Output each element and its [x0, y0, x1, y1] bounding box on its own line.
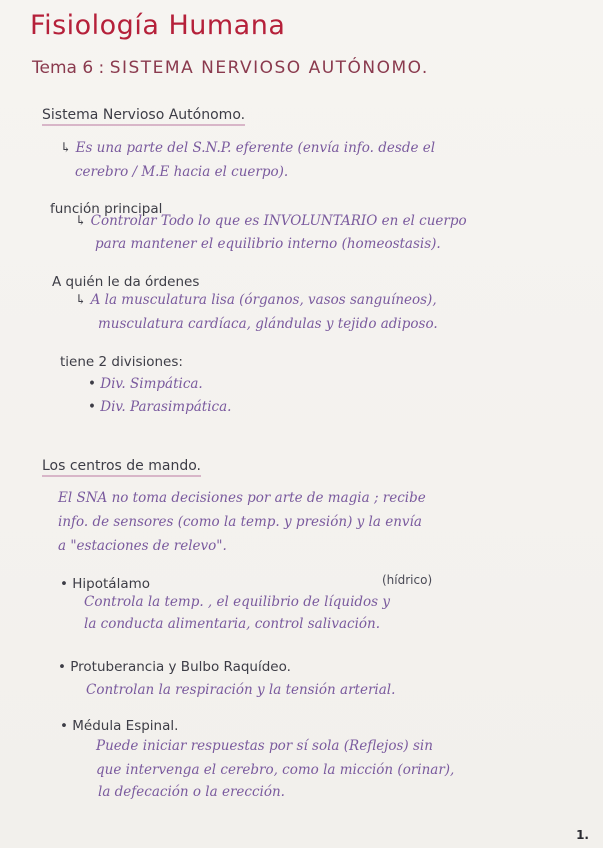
center-line: que intervenga el cerebro, como la micción (orinar),	[96, 762, 455, 778]
annotation-hidrico: (hídrico)	[382, 573, 433, 587]
center-line: la defecación o la erección.	[98, 784, 285, 800]
division-item: • Div. Parasimpática.	[88, 399, 232, 415]
section-heading-sna: Sistema Nervioso Autónomo.	[42, 107, 245, 126]
orders-line-1: ↳ A la musculatura lisa (órganos, vasos sanguíneos),	[75, 292, 437, 308]
function-line-1: ↳ Controlar Todo lo que es INVOLUNTARIO en el cuerpo	[75, 213, 467, 229]
section-heading-centros: Los centros de mando.	[42, 458, 201, 477]
divisions-label: tiene 2 divisiones:	[60, 354, 183, 370]
arrow-icon: ↳	[75, 213, 87, 229]
orders-line-2: musculatura cardíaca, glándulas y tejido adiposo.	[98, 316, 438, 332]
bullet-icon: •	[60, 576, 68, 592]
intro-line-3: a "estaciones de relevo".	[58, 538, 227, 554]
bullet-icon: •	[88, 399, 96, 415]
intro-line-1: El SNA no toma decisiones por arte de magia ; recibe	[58, 490, 426, 506]
center-line: Puede iniciar respuestas por sí sola (Reflejos) sin	[96, 738, 433, 754]
bullet-icon: •	[88, 376, 96, 392]
bullet-icon: •	[60, 718, 68, 734]
function-line-2: para mantener el equilibrio interno (homeostasis).	[95, 236, 441, 252]
orders-label: A quién le da órdenes	[52, 274, 200, 290]
lesson-topic: SISTEMA NERVIOSO AUTÓNOMO.	[109, 58, 429, 78]
center-line: Controla la temp. , el equilibrio de líquidos y	[84, 594, 391, 610]
function-label: función principal	[50, 201, 163, 217]
page-number: 1.	[576, 828, 589, 842]
lesson-number: Tema 6 :	[32, 58, 105, 78]
definition-line-1: ↳ Es una parte del S.N.P. eferente (envía info. desde el	[60, 140, 436, 156]
center-line: Controlan la respiración y la tensión arterial.	[86, 682, 396, 698]
center-title-medula: • Médula Espinal.	[60, 718, 179, 734]
bullet-icon: •	[58, 659, 66, 675]
center-title-protuberancia: • Protuberancia y Bulbo Raquídeo.	[58, 659, 291, 675]
definition-line-2: cerebro / M.E hacia el cuerpo).	[75, 164, 289, 180]
center-line: la conducta alimentaria, control salivación.	[84, 616, 381, 632]
arrow-icon: ↳	[75, 292, 87, 308]
center-title-hipotalamo: • Hipotálamo	[60, 576, 150, 592]
arrow-icon: ↳	[60, 140, 72, 156]
intro-line-2: info. de sensores (como la temp. y presión) y la envía	[58, 514, 422, 530]
page-title: Fisiología Humana	[30, 10, 286, 41]
division-item: • Div. Simpática.	[88, 376, 203, 392]
lesson-subtitle	[32, 58, 429, 78]
